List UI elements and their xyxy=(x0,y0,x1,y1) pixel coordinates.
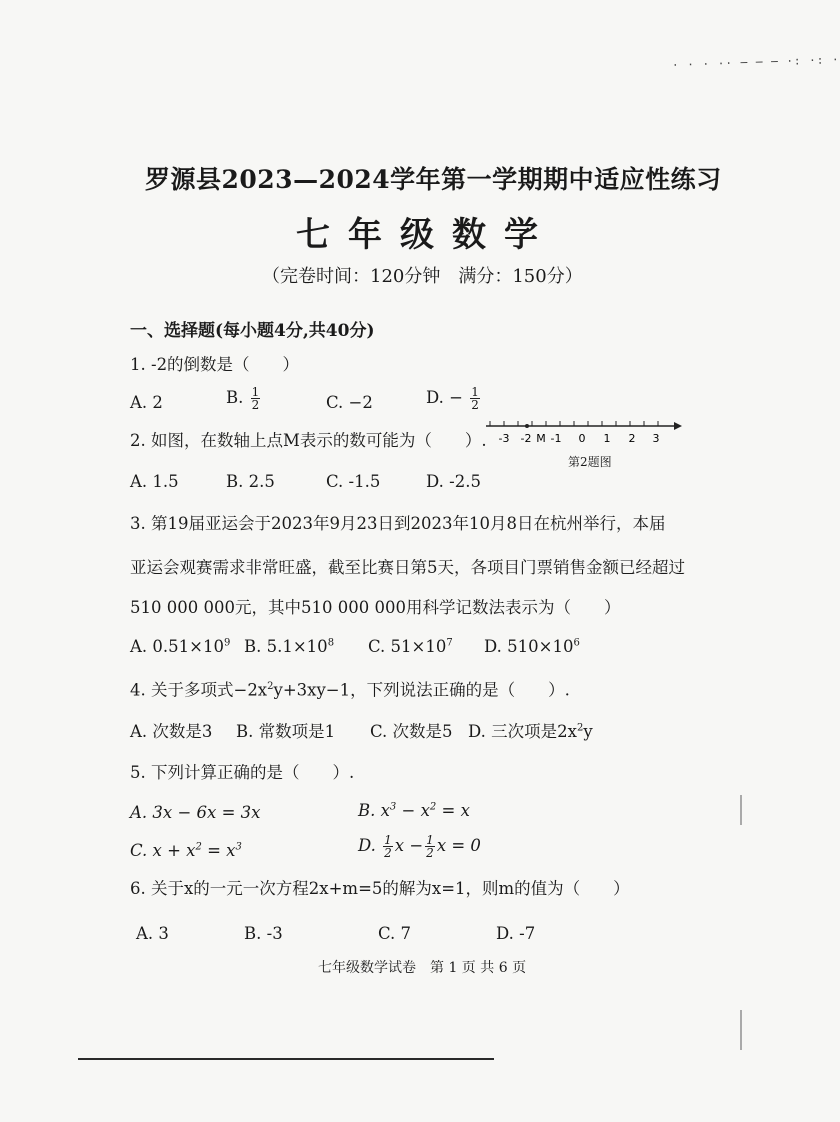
fraction-denominator: 2 xyxy=(471,398,479,412)
question-3-line-1: 3. 第19届亚运会于2023年9月23日到2023年10月8日在杭州举行，本届 xyxy=(130,514,666,533)
q3-option-b-text: B. 5.1×10 xyxy=(244,637,328,656)
q4-stem-prefix: 4. 关于多项式−2x xyxy=(130,680,268,700)
q4-option-d-suffix: y xyxy=(583,722,593,741)
q5-option-b-suffix: = x xyxy=(436,801,470,820)
q1-option-b-fraction xyxy=(251,386,261,411)
q6-option-d: D. -7 xyxy=(496,924,536,943)
number-line-ticks xyxy=(490,421,658,426)
subject-heading: 七年级数学 xyxy=(296,215,556,255)
fraction-denominator: 2 xyxy=(251,398,260,412)
q5-option-b-mid: − x xyxy=(396,801,430,820)
q5-option-b-exp2: 2 xyxy=(429,801,437,813)
q1-option-d-prefix: D. − xyxy=(426,388,463,407)
bottom-scan-line xyxy=(78,1058,494,1060)
q4-stem-exp: 2 xyxy=(267,681,274,692)
exam-title: 罗源县2023—2024学年第一学期期中适应性练习 xyxy=(145,165,722,194)
question-5-stem: 5. 下列计算正确的是（ ）. xyxy=(130,763,355,782)
q5-option-c-mid: = x xyxy=(201,841,236,860)
q4-option-d-exp: 2 xyxy=(576,722,584,734)
exam-info: （完卷时间：120分钟 满分：150分） xyxy=(262,266,583,287)
question-4-stem xyxy=(130,676,570,702)
q3-option-d xyxy=(484,637,580,656)
q5-option-d xyxy=(358,834,481,859)
fraction-numerator: 1 xyxy=(251,385,260,399)
q5-option-b-prefix: B. x xyxy=(358,801,390,820)
q3-option-b xyxy=(244,637,334,656)
number-line-tick-label: -2 xyxy=(520,432,532,445)
q5-option-c xyxy=(130,841,242,860)
serial-marks: · · · ·· ─ ─ ─ ·: ·: · xyxy=(671,53,840,72)
q3-option-c-exp: 7 xyxy=(446,637,453,649)
number-line-tick-label: 1 xyxy=(603,432,611,445)
q1-option-d xyxy=(426,386,482,411)
q3-option-d-exp: 6 xyxy=(573,637,580,649)
q3-option-a-text: A. 0.51×10 xyxy=(130,637,224,656)
point-m-label: M xyxy=(536,432,546,445)
q5-option-a: A. 3x − 6x = 3x xyxy=(130,803,261,822)
question-3-line-2: 亚运会观赛需求非常旺盛，截至比赛日第5天，各项目门票销售金额已经超过 xyxy=(130,558,685,577)
right-edge-mark xyxy=(740,795,742,825)
q3-option-c xyxy=(368,637,453,656)
q4-option-d-prefix: D. 三次项是2x xyxy=(468,722,577,741)
q3-option-b-exp: 8 xyxy=(327,637,335,649)
q5-option-c-prefix: C. x + x xyxy=(130,841,196,860)
question-3-line-3: 510 000 000元，其中510 000 000用科学记数法表示为（ ） xyxy=(130,598,621,617)
number-line-arrow xyxy=(674,422,682,430)
question-6-stem: 6. 关于x的一元一次方程2x+m=5的解为x=1，则m的值为（ ） xyxy=(130,879,630,898)
q5-option-d-fraction-2 xyxy=(425,834,435,859)
q5-option-d-fraction-1 xyxy=(383,834,393,859)
q4-option-a: A. 次数是3 xyxy=(130,722,213,741)
fraction-denominator: 2 xyxy=(426,846,434,860)
fraction-denominator: 2 xyxy=(384,846,392,860)
q1-option-d-fraction xyxy=(470,386,480,411)
fraction-numerator: 1 xyxy=(384,833,392,847)
q6-option-b: B. -3 xyxy=(244,924,283,943)
q3-option-c-text: C. 51×10 xyxy=(368,637,447,656)
number-line-tick-label: -1 xyxy=(550,432,562,445)
q3-option-a-exp: 9 xyxy=(223,637,231,649)
q4-option-b: B. 常数项是1 xyxy=(236,722,336,741)
point-m-marker xyxy=(525,424,529,428)
q3-option-a xyxy=(130,637,230,656)
right-edge-mark-2 xyxy=(740,1010,742,1050)
q4-option-d xyxy=(468,718,593,742)
q1-option-c: C. −2 xyxy=(326,393,373,412)
q6-option-c: C. 7 xyxy=(378,924,412,943)
number-line-tick-labels xyxy=(499,432,660,445)
q1-option-b-prefix: B. xyxy=(226,388,244,407)
q5-option-b-exp1: 3 xyxy=(389,801,397,813)
figure-caption: 第2题图 xyxy=(568,455,612,469)
q2-option-a: A. 1.5 xyxy=(130,472,179,491)
q1-option-b xyxy=(226,386,262,411)
q4-stem-suffix: y+3xy−1，下列说法正确的是（ ）. xyxy=(273,680,570,700)
number-line-tick-label: -3 xyxy=(498,432,510,445)
q2-option-c: C. -1.5 xyxy=(326,472,381,491)
q2-option-b: B. 2.5 xyxy=(226,472,275,491)
q5-option-b xyxy=(358,801,470,820)
q4-option-c: C. 次数是5 xyxy=(370,722,453,741)
q3-option-d-text: D. 510×10 xyxy=(484,637,574,656)
q2-option-d: D. -2.5 xyxy=(426,472,481,491)
section-heading: 一、选择题(每小题4分,共40分) xyxy=(130,321,375,341)
question-1-stem: 1. -2的倒数是（ ） xyxy=(130,355,300,374)
fraction-numerator: 1 xyxy=(426,833,434,847)
q5-option-d-prefix: D. xyxy=(358,836,376,855)
number-line-tick-label: 2 xyxy=(628,432,636,445)
q5-option-d-suffix: x = 0 xyxy=(436,836,481,855)
q6-option-a: A. 3 xyxy=(136,924,169,943)
q5-option-d-mid: x − xyxy=(394,836,424,855)
question-2-stem: 2. 如图，在数轴上点M表示的数可能为（ ）. xyxy=(130,431,487,450)
number-line-tick-label: 0 xyxy=(578,432,586,445)
number-line-tick-label: 3 xyxy=(652,432,660,445)
page-footer: 七年级数学试卷 第 1 页 共 6 页 xyxy=(318,960,527,976)
fraction-numerator: 1 xyxy=(471,385,479,399)
q5-option-c-exp1: 2 xyxy=(195,841,202,853)
q1-option-a: A. 2 xyxy=(130,393,163,412)
q5-option-c-exp2: 3 xyxy=(235,841,242,853)
